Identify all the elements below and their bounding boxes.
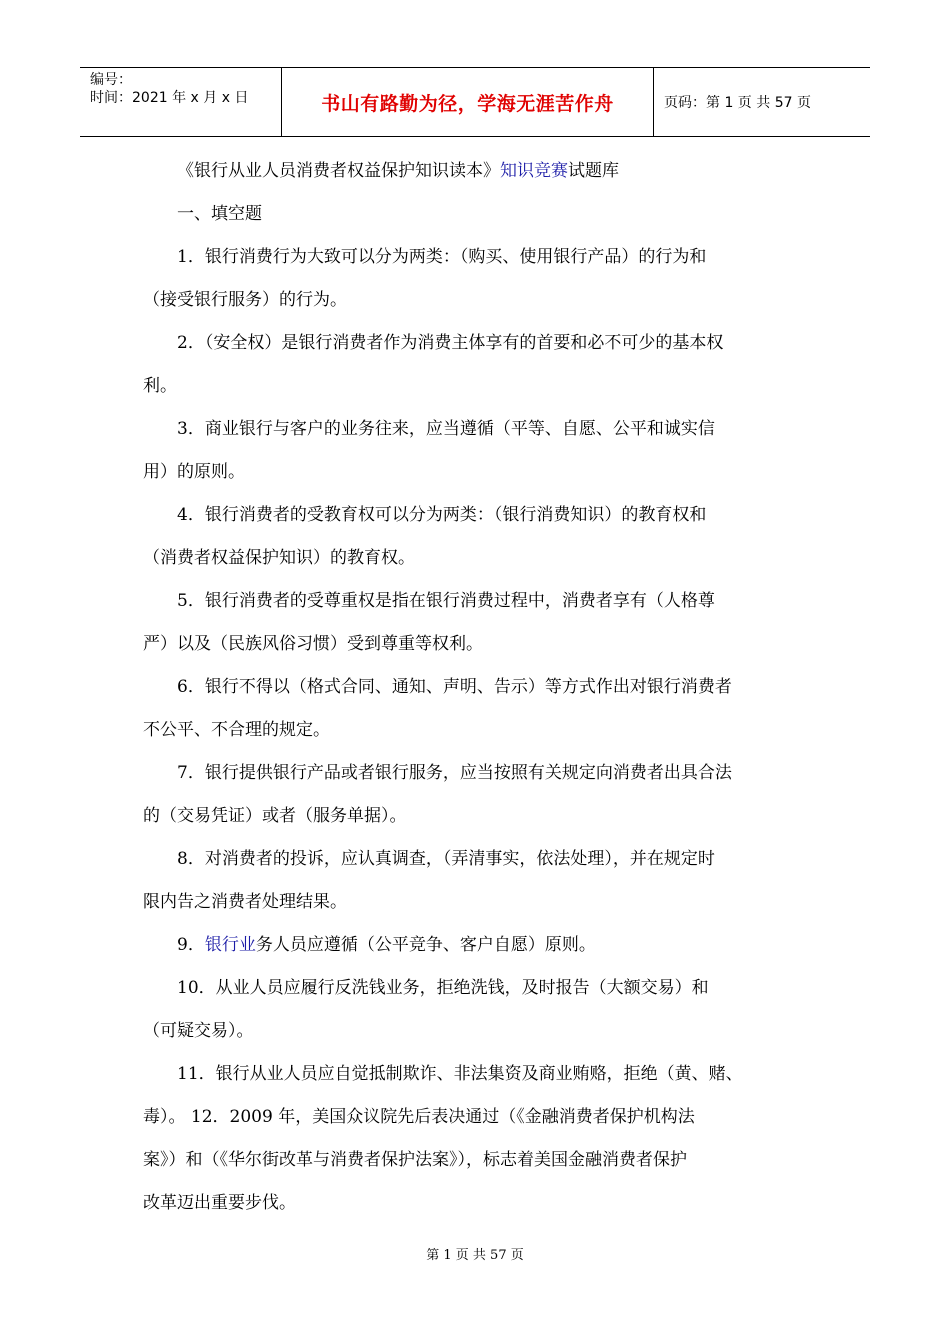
question-line: 5．银行消费者的受尊重权是指在银行消费过程中，消费者享有（人格尊 bbox=[177, 591, 715, 611]
question-line: 4．银行消费者的受教育权可以分为两类：（银行消费知识）的教育权和 bbox=[177, 505, 707, 525]
time-label: 时间：2021 年 x 月 x 日 bbox=[90, 90, 249, 106]
question-line: 毒）。 12．2009 年，美国众议院先后表决通过（《金融消费者保护机构法 bbox=[143, 1107, 695, 1127]
question-line: 6．银行不得以（格式合同、通知、声明、告示）等方式作出对银行消费者 bbox=[177, 677, 732, 697]
question-line: 7．银行提供银行产品或者银行服务，应当按照有关规定向消费者出具合法 bbox=[177, 763, 732, 783]
question-line: 2．（安全权）是银行消费者作为消费主体享有的首要和必不可少的基本权 bbox=[177, 333, 724, 353]
title-text: 《银行从业人员消费者权益保护知识读本》 bbox=[177, 161, 500, 181]
question-line: 改革迈出重要步伐。 bbox=[143, 1193, 296, 1213]
question-line: 严）以及（民族风俗习惯）受到尊重等权利。 bbox=[143, 634, 483, 654]
question-line: （可疑交易）。 bbox=[143, 1021, 254, 1041]
question-line: 1．银行消费行为大致可以分为两类：（购买、使用银行产品）的行为和 bbox=[177, 247, 707, 267]
number-label: 编号： bbox=[90, 72, 132, 88]
question-line: 的（交易凭证）或者（服务单据）。 bbox=[143, 806, 407, 826]
question-line: （接受银行服务）的行为。 bbox=[143, 290, 347, 310]
title-suffix: 试题库 bbox=[568, 161, 619, 181]
question-line bbox=[143, 924, 811, 967]
question-line: 利。 bbox=[143, 376, 177, 396]
page-info: 页码：第 1 页 共 57 页 bbox=[664, 95, 811, 111]
question-line: 8．对消费者的投诉，应认真调查，（弄清事实，依法处理），并在规定时 bbox=[177, 849, 715, 869]
motto: 书山有路勤为径，学海无涯苦作舟 bbox=[321, 92, 614, 115]
header-meta bbox=[80, 68, 282, 136]
title-link[interactable]: 知识竞赛 bbox=[500, 161, 568, 181]
question-number: 9． bbox=[177, 935, 205, 955]
header-motto-cell bbox=[282, 68, 654, 136]
header-page-info bbox=[654, 68, 870, 136]
question-line: 用）的原则。 bbox=[143, 462, 245, 482]
question-line: 10．从业人员应履行反洗钱业务，拒绝洗钱，及时报告（大额交易）和 bbox=[177, 978, 709, 998]
page-footer: 第 1 页 共 57 页 bbox=[426, 1248, 524, 1263]
document-body bbox=[143, 150, 811, 1225]
question-line: 11．银行从业人员应自觉抵制欺诈、非法集资及商业贿赂，拒绝（黄、赌、 bbox=[177, 1064, 743, 1084]
question-line: （消费者权益保护知识）的教育权。 bbox=[143, 548, 415, 568]
question-line: 不公平、不合理的规定。 bbox=[143, 720, 330, 740]
document-title bbox=[143, 150, 811, 193]
question-line: 案》）和（《华尔街改革与消费者保护法案》），标志着美国金融消费者保护 bbox=[143, 1150, 687, 1170]
section-heading: 一、填空题 bbox=[177, 204, 262, 224]
question-line: 3．商业银行与客户的业务往来，应当遵循（平等、自愿、公平和诚实信 bbox=[177, 419, 715, 439]
question-link[interactable]: 银行业 bbox=[204, 935, 256, 955]
question-line: 限内告之消费者处理结果。 bbox=[143, 892, 347, 912]
page-header bbox=[80, 67, 870, 137]
question-text: 务人员应遵循（公平竞争、客户自愿）原则。 bbox=[255, 935, 596, 955]
